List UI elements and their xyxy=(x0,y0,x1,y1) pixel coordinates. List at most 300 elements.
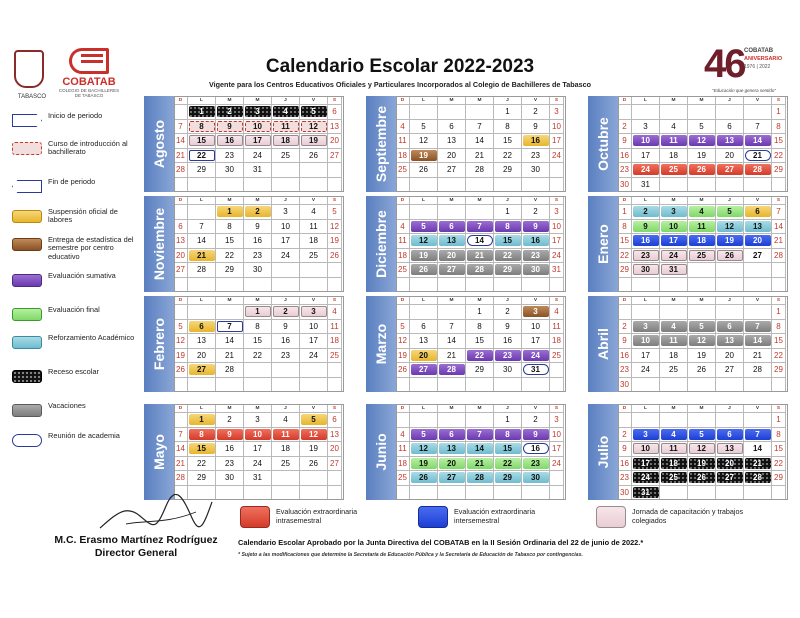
day-cell xyxy=(772,263,786,278)
day-number: 1 xyxy=(776,107,781,117)
day-number: 4 xyxy=(671,321,676,331)
day-number: 30 xyxy=(620,379,629,389)
day-cell xyxy=(618,234,632,249)
legend-label: Inicio de periodo xyxy=(48,111,103,120)
day-header: M xyxy=(660,96,688,105)
day-cell xyxy=(550,120,564,135)
day-cell xyxy=(410,249,438,264)
day-cell xyxy=(272,305,300,320)
day-number: 14 xyxy=(197,236,206,246)
day-number: 2 xyxy=(283,307,288,317)
month-agosto xyxy=(144,96,344,192)
day-cell xyxy=(550,334,564,349)
day-header: D xyxy=(618,96,632,105)
day-number: 26 xyxy=(176,365,185,375)
day-number: 10 xyxy=(552,121,561,131)
day-number: 11 xyxy=(398,444,407,454)
day-number: 20 xyxy=(725,350,734,360)
day-number: 13 xyxy=(753,221,762,231)
day-cell xyxy=(244,249,272,264)
day-cell xyxy=(174,471,188,486)
day-number: 1 xyxy=(255,307,260,317)
legend-item-vac xyxy=(10,400,138,424)
day-number: 4 xyxy=(554,307,559,317)
day-cell xyxy=(216,442,244,457)
day-cell xyxy=(716,334,744,349)
day-cell xyxy=(660,163,688,178)
day-cell xyxy=(660,378,688,393)
day-number: 20 xyxy=(447,458,456,468)
day-cell xyxy=(716,305,744,320)
day-cell xyxy=(396,105,410,120)
day-cell xyxy=(188,413,216,428)
day-number: 10 xyxy=(253,429,262,439)
day-cell xyxy=(772,320,786,335)
day-cell xyxy=(466,363,494,378)
day-number: 8 xyxy=(227,221,232,231)
day-cell xyxy=(410,149,438,164)
signature-icon xyxy=(96,494,216,534)
day-cell xyxy=(328,278,342,293)
day-header: M xyxy=(660,296,688,305)
day-number: 26 xyxy=(330,250,339,260)
day-number: 2 xyxy=(227,415,232,425)
day-cell xyxy=(300,305,328,320)
day-cell xyxy=(494,105,522,120)
day-cell xyxy=(660,334,688,349)
day-cell xyxy=(522,413,550,428)
day-cell xyxy=(744,263,772,278)
day-number: 23 xyxy=(503,350,512,360)
day-cell xyxy=(300,220,328,235)
day-number: 25 xyxy=(398,165,407,175)
day-cell xyxy=(716,234,744,249)
day-number: 1 xyxy=(622,207,627,217)
day-cell xyxy=(466,149,494,164)
day-number: 2 xyxy=(622,321,627,331)
day-number: 29 xyxy=(503,473,512,483)
day-cell xyxy=(174,334,188,349)
day-number: 20 xyxy=(197,350,206,360)
day-cell xyxy=(618,471,632,486)
day-number: 9 xyxy=(622,336,627,346)
day-cell xyxy=(494,134,522,149)
day-cell xyxy=(632,149,660,164)
day-cell xyxy=(300,334,328,349)
day-number: 8 xyxy=(199,429,204,439)
day-header: D xyxy=(618,296,632,305)
day-number: 13 xyxy=(330,121,339,131)
day-cell xyxy=(688,278,716,293)
day-number: 9 xyxy=(283,321,288,331)
day-cell xyxy=(328,349,342,364)
month-label: Julio xyxy=(588,404,618,500)
day-cell xyxy=(660,178,688,193)
day-number: 16 xyxy=(620,350,629,360)
day-cell xyxy=(328,442,342,457)
day-header: S xyxy=(550,196,564,205)
day-cell xyxy=(396,149,410,164)
day-cell xyxy=(716,163,744,178)
day-cell xyxy=(410,134,438,149)
day-number: 31 xyxy=(253,165,262,175)
day-number: 10 xyxy=(641,336,650,346)
day-cell xyxy=(522,263,550,278)
day-number: 2 xyxy=(533,415,538,425)
day-number: 14 xyxy=(225,336,234,346)
day-cell xyxy=(466,249,494,264)
day-cell xyxy=(216,220,244,235)
day-cell xyxy=(660,457,688,472)
day-number: 9 xyxy=(505,321,510,331)
month-label: Abril xyxy=(588,296,618,392)
day-number: 4 xyxy=(400,429,405,439)
day-number: 6 xyxy=(727,121,732,131)
day-cell xyxy=(466,205,494,220)
day-cell xyxy=(494,413,522,428)
day-number: 7 xyxy=(477,221,482,231)
day-number: 21 xyxy=(197,250,206,260)
day-number: 5 xyxy=(421,221,426,231)
day-cell xyxy=(744,220,772,235)
day-cell xyxy=(688,134,716,149)
day-cell xyxy=(438,486,466,501)
day-number: 27 xyxy=(330,458,339,468)
day-cell xyxy=(716,363,744,378)
legend-label: Jornada de capacitación y trabajos colegiados xyxy=(632,507,744,525)
day-number: 31 xyxy=(552,265,561,275)
day-number: 23 xyxy=(641,250,650,260)
day-cell xyxy=(618,363,632,378)
day-cell xyxy=(494,249,522,264)
day-header: S xyxy=(328,96,342,105)
day-number: 12 xyxy=(419,136,428,146)
day-number: 22 xyxy=(774,458,783,468)
day-number: 12 xyxy=(419,236,428,246)
day-cell xyxy=(632,486,660,501)
day-cell xyxy=(744,120,772,135)
day-cell xyxy=(328,134,342,149)
day-cell xyxy=(244,334,272,349)
legend-label: Evaluación extraordinaria intersemestral xyxy=(454,507,536,525)
day-number: 7 xyxy=(477,429,482,439)
day-cell xyxy=(216,363,244,378)
day-cell xyxy=(744,413,772,428)
day-cell xyxy=(188,263,216,278)
day-number: 18 xyxy=(552,336,561,346)
month-diciembre xyxy=(366,196,566,292)
day-number: 13 xyxy=(725,444,734,454)
day-cell xyxy=(188,220,216,235)
day-header: M xyxy=(216,296,244,305)
day-cell xyxy=(396,220,410,235)
day-cell xyxy=(272,457,300,472)
day-number: 18 xyxy=(281,444,290,454)
day-header: D xyxy=(618,404,632,413)
day-cell xyxy=(396,120,410,135)
day-header: L xyxy=(188,96,216,105)
day-header: S xyxy=(550,404,564,413)
day-number: 23 xyxy=(531,458,540,468)
day-number: 4 xyxy=(699,207,704,217)
day-cell xyxy=(244,134,272,149)
month-octubre xyxy=(588,96,788,192)
day-number: 29 xyxy=(503,165,512,175)
day-cell xyxy=(300,363,328,378)
day-number: 19 xyxy=(309,136,318,146)
day-cell xyxy=(300,149,328,164)
day-header: S xyxy=(550,296,564,305)
day-number: 14 xyxy=(475,136,484,146)
day-number: 11 xyxy=(669,136,678,146)
day-cell xyxy=(174,263,188,278)
day-header: S xyxy=(772,296,786,305)
day-header: V xyxy=(744,404,772,413)
day-cell xyxy=(396,234,410,249)
day-number: 20 xyxy=(330,136,339,146)
month-label: Junio xyxy=(366,404,396,500)
day-cell xyxy=(772,134,786,149)
day-cell xyxy=(188,320,216,335)
day-cell xyxy=(772,349,786,364)
day-cell xyxy=(174,163,188,178)
day-number: 26 xyxy=(309,150,318,160)
day-number: 5 xyxy=(699,121,704,131)
day-cell xyxy=(660,249,688,264)
day-header: M xyxy=(466,96,494,105)
day-cell xyxy=(522,134,550,149)
day-number: 8 xyxy=(477,321,482,331)
day-number: 12 xyxy=(309,121,318,131)
day-header: J xyxy=(272,196,300,205)
day-number: 31 xyxy=(669,265,678,275)
legend-swatch-end xyxy=(12,180,42,193)
day-number: 2 xyxy=(533,207,538,217)
day-header: V xyxy=(300,196,328,205)
day-cell xyxy=(660,349,688,364)
day-cell xyxy=(632,249,660,264)
day-cell xyxy=(716,134,744,149)
day-number: 7 xyxy=(199,221,204,231)
month-label: Enero xyxy=(588,196,618,292)
day-number: 9 xyxy=(227,121,232,131)
day-cell xyxy=(466,413,494,428)
day-cell xyxy=(300,249,328,264)
day-number: 31 xyxy=(531,365,540,375)
day-cell xyxy=(438,334,466,349)
day-number: 28 xyxy=(225,365,234,375)
day-number: 13 xyxy=(330,429,339,439)
day-cell xyxy=(494,278,522,293)
day-cell xyxy=(174,413,188,428)
bottom-legend-item-jor xyxy=(596,504,766,534)
month-noviembre xyxy=(144,196,344,292)
day-cell xyxy=(660,413,688,428)
day-cell xyxy=(216,457,244,472)
day-cell xyxy=(300,320,328,335)
day-cell xyxy=(300,263,328,278)
day-cell xyxy=(174,378,188,393)
day-cell xyxy=(244,105,272,120)
legend-item-sum xyxy=(10,270,138,294)
day-header: M xyxy=(688,404,716,413)
day-number: 11 xyxy=(697,221,706,231)
day-number: 2 xyxy=(505,307,510,317)
day-number: 20 xyxy=(447,250,456,260)
day-number: 23 xyxy=(225,150,234,160)
day-cell xyxy=(328,305,342,320)
month-marzo xyxy=(366,296,566,392)
day-header: M xyxy=(466,196,494,205)
day-number: 17 xyxy=(281,236,290,246)
day-cell xyxy=(328,363,342,378)
day-cell xyxy=(410,471,438,486)
day-header: J xyxy=(272,96,300,105)
day-cell xyxy=(438,378,466,393)
day-header: M xyxy=(438,296,466,305)
day-number: 3 xyxy=(283,207,288,217)
day-header: M xyxy=(688,196,716,205)
day-number: 27 xyxy=(725,473,734,483)
day-cell xyxy=(174,349,188,364)
day-number: 4 xyxy=(400,221,405,231)
day-number: 25 xyxy=(669,473,678,483)
day-number: 10 xyxy=(669,221,678,231)
day-header: V xyxy=(522,96,550,105)
day-number: 24 xyxy=(552,458,561,468)
anniversary-label: ANIVERSARIO xyxy=(744,56,783,62)
day-number: 24 xyxy=(309,350,318,360)
day-cell xyxy=(744,457,772,472)
legend-swatch-fin xyxy=(12,308,42,321)
legend-swatch-acad xyxy=(12,434,42,447)
day-number: 15 xyxy=(475,336,484,346)
day-number: 2 xyxy=(622,429,627,439)
day-header: D xyxy=(396,404,410,413)
day-header: L xyxy=(188,296,216,305)
day-number: 30 xyxy=(620,487,629,497)
day-number: 30 xyxy=(531,265,540,275)
month-label: Mayo xyxy=(144,404,174,500)
day-header: V xyxy=(300,296,328,305)
day-header: L xyxy=(632,196,660,205)
day-cell xyxy=(744,205,772,220)
day-cell xyxy=(618,428,632,443)
day-number: 15 xyxy=(197,444,206,454)
day-number: 19 xyxy=(697,150,706,160)
legend-swatch-rec xyxy=(12,370,42,383)
day-cell xyxy=(328,178,342,193)
day-cell xyxy=(618,120,632,135)
day-header: V xyxy=(522,296,550,305)
day-cell xyxy=(438,363,466,378)
day-header: L xyxy=(632,404,660,413)
day-number: 6 xyxy=(727,429,732,439)
day-cell xyxy=(688,378,716,393)
day-cell xyxy=(410,334,438,349)
day-number: 30 xyxy=(503,365,512,375)
day-number: 11 xyxy=(669,444,678,454)
day-cell xyxy=(216,249,244,264)
day-cell xyxy=(396,320,410,335)
day-cell xyxy=(188,349,216,364)
day-number: 29 xyxy=(774,165,783,175)
day-number: 18 xyxy=(669,458,678,468)
legend-swatch-intro xyxy=(12,142,42,155)
day-cell xyxy=(618,263,632,278)
signer-name: M.C. Erasmo Martínez Rodríguez xyxy=(54,534,218,546)
day-cell xyxy=(244,363,272,378)
day-number: 22 xyxy=(503,458,512,468)
day-header: S xyxy=(328,404,342,413)
day-number: 26 xyxy=(419,265,428,275)
day-cell xyxy=(174,120,188,135)
day-number: 6 xyxy=(755,207,760,217)
day-cell xyxy=(660,149,688,164)
day-cell xyxy=(772,378,786,393)
day-cell xyxy=(272,220,300,235)
day-cell xyxy=(660,442,688,457)
day-cell xyxy=(744,305,772,320)
day-number: 12 xyxy=(309,429,318,439)
day-number: 27 xyxy=(725,165,734,175)
day-number: 14 xyxy=(774,221,783,231)
day-cell xyxy=(466,105,494,120)
day-cell xyxy=(410,413,438,428)
day-number: 17 xyxy=(669,236,678,246)
day-cell xyxy=(744,428,772,443)
day-cell xyxy=(216,134,244,149)
day-cell xyxy=(550,363,564,378)
day-cell xyxy=(272,205,300,220)
day-cell xyxy=(272,234,300,249)
day-number: 24 xyxy=(253,458,262,468)
day-number: 5 xyxy=(421,429,426,439)
day-cell xyxy=(744,334,772,349)
day-cell xyxy=(550,378,564,393)
day-number: 7 xyxy=(178,121,183,131)
day-cell xyxy=(772,234,786,249)
day-cell xyxy=(494,305,522,320)
day-cell xyxy=(688,178,716,193)
day-cell xyxy=(522,234,550,249)
day-cell xyxy=(660,205,688,220)
day-cell xyxy=(188,178,216,193)
day-number: 25 xyxy=(552,350,561,360)
day-cell xyxy=(550,205,564,220)
day-number: 18 xyxy=(281,136,290,146)
day-number: 13 xyxy=(197,336,206,346)
day-cell xyxy=(244,378,272,393)
day-cell xyxy=(272,471,300,486)
day-number: 25 xyxy=(669,365,678,375)
day-cell xyxy=(300,120,328,135)
day-number: 3 xyxy=(643,321,648,331)
day-number: 2 xyxy=(255,207,260,217)
day-number: 23 xyxy=(620,365,629,375)
day-cell xyxy=(632,305,660,320)
day-header: S xyxy=(772,96,786,105)
day-number: 27 xyxy=(197,365,206,375)
day-cell xyxy=(328,457,342,472)
day-cell xyxy=(618,413,632,428)
day-number: 17 xyxy=(641,458,650,468)
day-cell xyxy=(522,149,550,164)
month-enero xyxy=(588,196,788,292)
day-cell xyxy=(244,457,272,472)
day-header: V xyxy=(744,96,772,105)
day-cell xyxy=(438,428,466,443)
